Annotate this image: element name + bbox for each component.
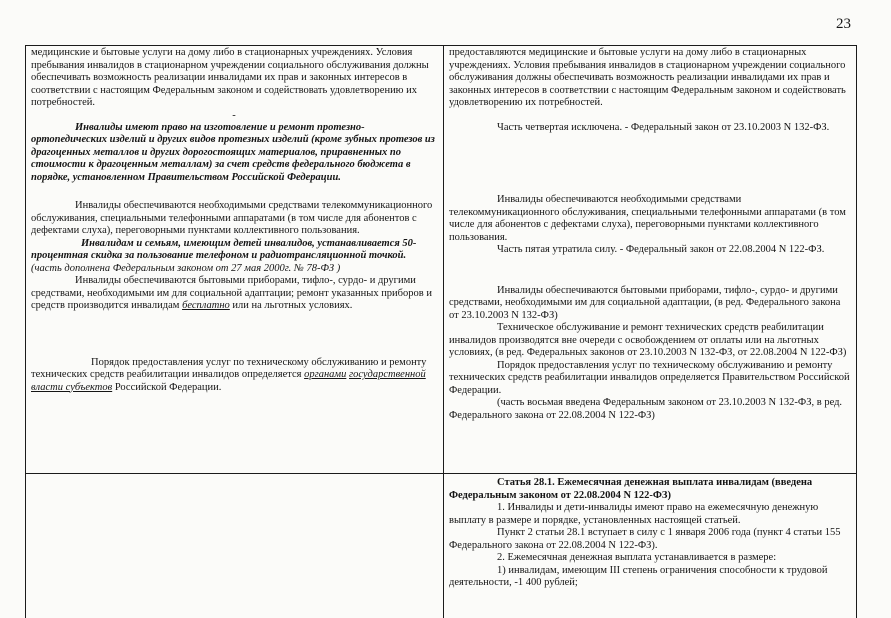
article-28-1: [449, 477, 851, 590]
left-block-6-underlined-2: государственной власти субъектов: [31, 369, 426, 393]
left-block-5-underlined: бесплатно: [182, 300, 230, 311]
left-block-6-tail: Российской Федерации.: [112, 381, 222, 393]
left-block-6-underlined-1: органами: [304, 369, 347, 380]
left-block-4: Инвалидам и семьям, имеющим детей инвалидов, устанавливается 50-процентная скидка за пользование телефоном и радиотрансляционной точкой.: [31, 237, 417, 261]
table-border-left: [25, 45, 26, 618]
left-block-6b-text: технических средств реабилитации инвалидов определяется: [31, 369, 305, 380]
left-block-6a: Порядок предоставления услуг по техническому обслуживанию и ремонту: [91, 356, 427, 368]
right-block-5: Инвалиды обеспечиваются бытовыми приборами, тифло-, сурдо- и другими средствами, необходимыми им для социальной адаптации, (в ред. Федерального закона от 23.10.2003 N 132-ФЗ): [449, 284, 841, 321]
article-point-2: 2. Ежемесячная денежная выплата устанавливается в размере:: [497, 552, 777, 563]
right-block-6: Техническое обслуживание и ремонт технических средств реабилитации инвалидов производятся вне очереди с освобождением от оплаты или на льготных условиях, (в ред. Федеральных законов от 23.10.2003 N 132-ФЗ, от 22.08.2004 N 122-ФЗ): [449, 322, 847, 358]
right-block-3: Инвалиды обеспечиваются необходимыми средствами телекоммуникационного обслуживания, специальными телефонными аппаратами (в том числе для абонентов с дефектами слуха), переговорными пунктами коллективного пользования.: [449, 194, 846, 243]
right-block-8: (часть восьмая введена Федеральным законом от 23.10.2003 N 132-ФЗ, в ред. Федерального закона от 22.08.2004 N 122-ФЗ): [449, 397, 843, 421]
article-point-2-note: Пункт 2 статьи 28.1 вступает в силу с 1 января 2006 года (пункт 4 статьи 155 Федерального закона от 22.08.2004 N 122-ФЗ).: [449, 527, 841, 551]
table-column-divider: [443, 45, 444, 618]
table-border-right: [856, 45, 857, 618]
left-block-2: Инвалиды имеют право на изготовление и ремонт протезно-ортопедических изделий и других видов протезных изделий (кроме зубных протезов из драгоценных металлов и других дорогостоящих материалов, приравненных по стоимости к драгоценным металлам) за счет средств федерального бюджета в порядке, установленном Правительством Российской Федерации.: [31, 121, 435, 183]
left-block-6b: [31, 369, 437, 394]
page-number: 23: [836, 16, 851, 32]
table-row-divider: [25, 473, 857, 474]
left-block-3: Инвалиды обеспечиваются необходимыми средствами телекоммуникационного обслуживания, специальными телефонными аппаратами (в том числе для абонентов с дефектами слуха), переговорными пунктами коллективного пользования.: [31, 200, 433, 236]
left-block-4-note: (часть дополнена Федеральным законом от 27 мая 2000г. № 78-ФЗ ): [31, 262, 341, 274]
right-block-2: Часть четвертая исключена. - Федеральный закон от 23.10.2003 N 132-ФЗ.: [497, 121, 830, 133]
left-block-1: медицинские и бытовые услуги на дому либо в стационарных учреждениях. Условия пребывания инвалидов в стационарном учреждении социального обслуживания должны обеспечивать возможность реализации инвалидами их прав и законных интересов в соответствии с настоящим Федеральным законом и содействовать удовлетворению их потребностей.: [31, 47, 429, 108]
article-title: Статья 28.1. Ежемесячная денежная выплата инвалидам (введена Федеральным законом от 22.08.2004 N 122-ФЗ): [449, 477, 813, 501]
right-column: [449, 47, 851, 422]
article-point-2-1: 1) инвалидам, имеющим III степень ограничения способности к трудовой деятельности, -1 400 рублей;: [449, 564, 828, 588]
right-block-1: предоставляются медицинские и бытовые услуги на дому либо в стационарных учреждениях. Условия пребывания инвалидов в стационарном учреждении социального обслуживания должны обеспечивать возможность реализации инвалидами их прав и законных интересов в соответствии с настоящим Федеральным законом и содействовать удовлетворению их потребностей.: [449, 47, 846, 108]
left-block-5-text: Инвалиды обеспечиваются бытовыми приборами, тифло-, сурдо- и другими средствами, необходимыми им для социальной адаптации; ремонт указанных приборов и средств производится инвалидам: [31, 275, 432, 311]
article-point-1: 1. Инвалиды и дети-инвалиды имеют право на ежемесячную денежную выплату в размере и порядке, установленных настоящей статьей.: [449, 502, 819, 526]
left-block-5: [31, 275, 437, 313]
left-block-5-tail: или на льготных условиях.: [229, 300, 353, 311]
left-dash: -: [232, 109, 236, 121]
right-block-7: Порядок предоставления услуг по техническому обслуживанию и ремонту технических средств реабилитации инвалидов определяется Правительством Российской Федерации.: [449, 359, 850, 396]
table-border-top: [25, 45, 857, 46]
right-block-4: Часть пятая утратила силу. - Федеральный закон от 22.08.2004 N 122-ФЗ.: [497, 244, 825, 255]
left-column: [31, 47, 437, 394]
